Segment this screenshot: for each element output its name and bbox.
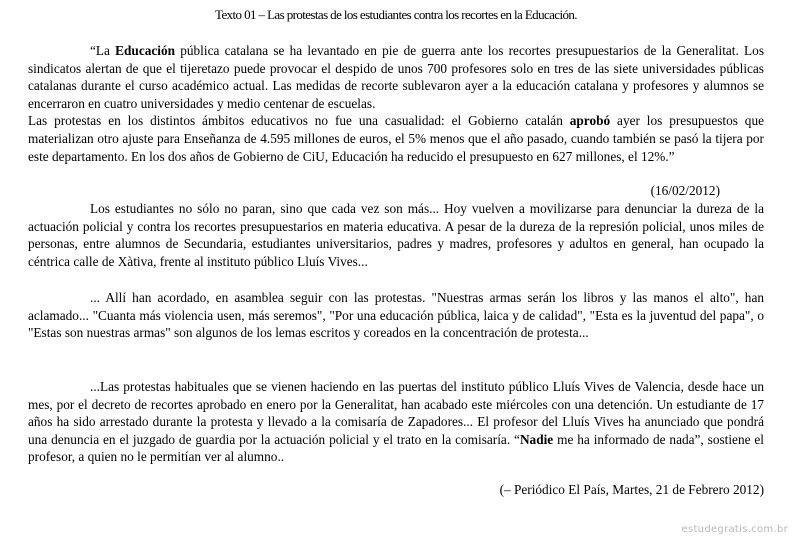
quote-date: (16/02/2012) [650, 183, 720, 198]
text-run: me ha informado de nada”, sostiene el profesor, a quien no le permitían ver al alumno.. [28, 431, 764, 465]
paragraph-text: Los estudiantes no sólo no paran, sino que cada vez son más... Hoy vuelven a movilizarse para denunciar la dureza de la actuación policial y contra los recortes presupuestarios en materia educativa. A pesar de la dureza de la represión policial, unos miles de personas, entre alumnos de Secundaria, estudiantes universitarios, padres y madres, profesores y adultos en general, han ocupado la céntrica calle de Xàtiva, frente al instituto público Lluís Vives... [28, 201, 764, 269]
watermark: estudegratis.com.br [681, 524, 788, 535]
body-paragraph-3 [28, 378, 764, 466]
paragraph-text: ... Allí han acordado, en asamblea seguir con las protestas. "Nuestras armas serán los libros y las manos el alto", han aclamado... "Cuanta más violencia usen, más seremos", "Por una educación pública, laica y de calidad", "Esta es la juventud del papa", o "Estas son nuestras armas" son algunos de los lemas escritos y coreados en la concentración de protesta... [28, 290, 764, 341]
body-paragraph-1 [28, 200, 764, 270]
paragraph-text [28, 378, 764, 466]
body-paragraph-2 [28, 289, 764, 342]
text-run: pública catalana se ha levantado en pie de guerra ante los recortes presupuestarios de la Generalitat. Los sindicatos alertan de que el tijeretazo puede provocar el despido de unos 700 profesores solo en tres de las siete universidades públicas catalanas durante el curso académico actual. Las medidas de recorte sublevaron ayer a la educación catalana y profesores y alumnos se encerraron en cuatro universidades y medio centenar de escuelas. [28, 43, 764, 111]
document-title: Texto 01 – Las protestas de los estudiantes contra los recortes en la Educación. [215, 7, 577, 22]
quote-paragraph-2 [28, 112, 764, 165]
quote-block [28, 42, 764, 165]
source-citation: (– Periódico El País, Martes, 21 de Febrero 2012) [499, 482, 764, 497]
text-run: ...Las protestas habituales que se vienen haciendo en las puertas del instituto público Lluís Vives de Valencia, desde hace un mes, por el decreto de recortes aprobado en enero por la Generalitat, han acabado este miércoles con una detención. Un estudiante de 17 años ha sido arrestado durante la protesta y llevado a la comisaría de Zapadores... El profesor del Lluís Vives ha anunciado que pondrá una denuncia en el juzgado de guardia por la actuación policial y el trato en la comisaría. “ [28, 379, 764, 447]
text-run: Las protestas en los distintos ámbitos educativos no fue una casualidad: el Gobierno catalán [28, 113, 570, 129]
text-run: “La [90, 43, 116, 58]
text-run: ayer los presupuestos que materializan otro ajuste para Enseñanza de 4.595 millones de euros, el 5% menos que el año pasado, cuando también se pasó la tijera por este departamento. En los dos años de Gobierno de CiU, Educación ha reducido el presupuesto en 627 millones, el 12%.” [28, 113, 764, 164]
bold-term: Nadie [519, 431, 554, 447]
bold-term: aprobó [569, 113, 611, 129]
quote-paragraph-1 [28, 42, 764, 112]
bold-term: Educación [115, 43, 176, 58]
